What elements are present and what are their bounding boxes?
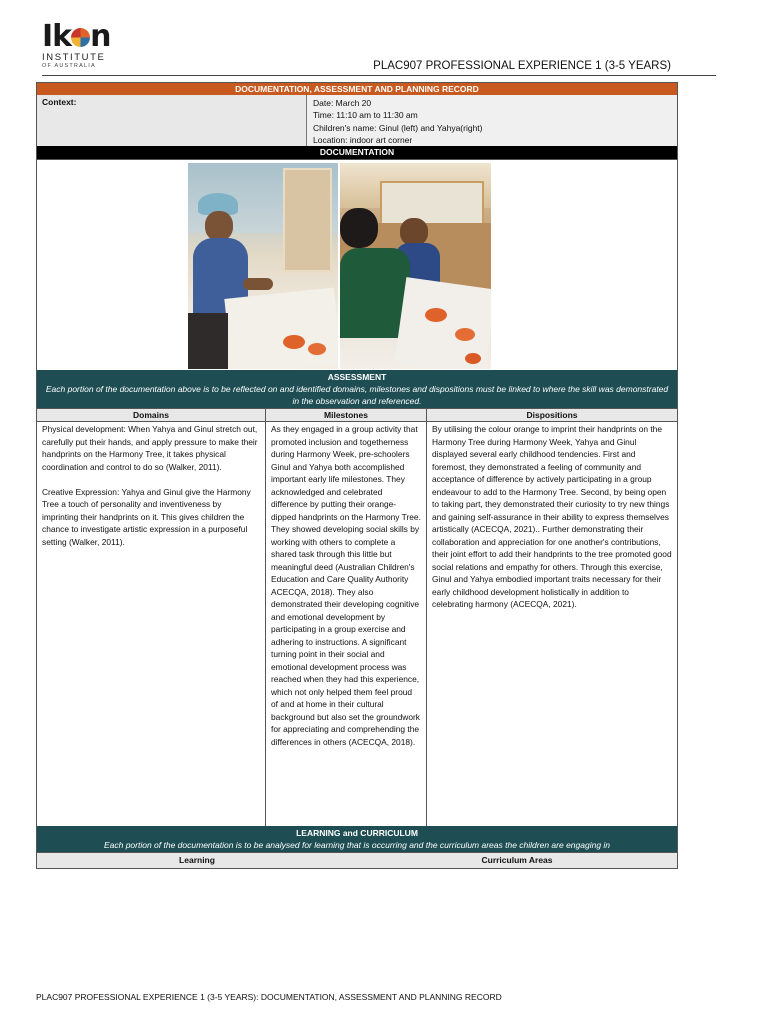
dispositions-cell: By utilising the colour orange to imprint their handprints on the Harmony Tree during Harmony Week, Yahya and Ginul displayed several early childhood tendencies. First and foremost, they demonstrated a feeling of community and acceptance of difference by actively participating in a group endeavour to add to the Harmony Tree. Second, by being open to taking part, they demonstrated their curiosity to try new things and gaining self-assurance in their ability to express themselves artistically (ACECQA, 2021).. Further demonstrating their collaboration and appreciation for one another's contributions, their joint effort to add their handprints to the tree promoted good social relations and empathy for others. Through this exercise, Ginul and Yahya embodied important traits necessary for their early childhood development holistically in addition to celebrating harmony (ACECQA, 2021). <box>432 424 672 609</box>
assessment-bar <box>37 370 677 408</box>
learning-bar <box>37 826 677 852</box>
learning-column-headers <box>37 852 677 868</box>
ikon-logo <box>42 19 122 70</box>
course-title: PLAC907 PROFESSIONAL EXPERIENCE 1 (3-5 YEARS) <box>373 60 671 72</box>
assessment-column-headers <box>37 408 677 421</box>
learning-instruction: Each portion of the documentation is to be analysed for learning that is occurring and the curriculum areas the children are engaging in <box>103 840 611 850</box>
domain-creative: Creative Expression: Yahya and Ginul give the Harmony Tree a touch of personality and inventiveness by imprinting their handprints on it. This gives children the chance to investigate artistic expression in a purposeful setting (Walker, 2011). <box>42 486 251 547</box>
documentation-photos <box>37 159 677 370</box>
header-divider <box>42 75 716 76</box>
logo-o-mark <box>71 28 90 47</box>
context-time: Time: 11:10 am to 11:30 am <box>313 110 418 121</box>
context-children: Children's name: Ginul (left) and Yahya(right) <box>313 122 483 133</box>
context-row <box>37 95 677 146</box>
column-header-learning: Learning <box>179 855 215 865</box>
logo-wordmark: Ik n <box>42 19 111 54</box>
photo-yahya-handprint <box>340 163 491 369</box>
assessment-body <box>37 421 677 826</box>
milestones-cell: As they engaged in a group activity that promoted inclusion and togetherness during Harmony Week, pre-schoolers Ginul and Yahya both accomplished important early life milestones. They acknowledged and celebrated difference by putting their orange-dipped handprints on the Harmony Tree. They showed developing social skills by working with others to complete a shared task through this little but meaningful deed (Australian Children's Education and Care Quality Authority ACECQA, 2018). They also demonstrated their developing cognitive and emotional development by participating in a group exercise and adhering to instructions. A significant turning point in their social and emotional development process was reached when they had this experience, which not only helped them feel proud of and at home in their cultural background but also set the groundwork for appreciating and comprehending the differences in others (ACECQA, 2018). <box>266 422 427 826</box>
column-header-dispositions: Dispositions <box>526 410 578 420</box>
documentation-heading: DOCUMENTATION <box>37 146 677 159</box>
domain-physical: Physical development: When Yahya and Ginul stretch out, carefully put their hands, and apply pressure to make their handprints on the Harmony Tree, it takes physical coordination and control to do so (Walker, 2011). <box>42 424 258 472</box>
logo-institute: INSTITUTE <box>42 52 106 63</box>
record-title: DOCUMENTATION, ASSESSMENT AND PLANNING RECORD <box>37 83 677 95</box>
assessment-instruction: Each portion of the documentation above is to be reflected on and identified domains, milestones and dispositions must be linked to where the skill was demonstrated in the observation and referenced. <box>45 384 669 406</box>
assessment-heading: ASSESSMENT <box>327 372 387 382</box>
column-header-curriculum: Curriculum Areas <box>481 855 553 865</box>
record-table <box>36 82 678 869</box>
column-header-milestones: Milestones <box>266 409 427 421</box>
logo-country: OF AUSTRALIA <box>42 63 96 69</box>
context-date: Date: March 20 <box>313 98 372 108</box>
context-details <box>307 95 677 146</box>
column-header-domains: Domains <box>37 409 266 421</box>
photo-ginul-handprint <box>188 163 338 369</box>
domains-cell <box>37 422 266 826</box>
context-label: Context: <box>37 95 307 146</box>
context-location: Location: indoor art corner <box>313 135 413 146</box>
learning-heading: LEARNING and CURRICULUM <box>296 828 418 838</box>
page-footer: PLAC907 PROFESSIONAL EXPERIENCE 1 (3-5 YEARS): DOCUMENTATION, ASSESSMENT AND PLANNING RECORD <box>36 992 502 1002</box>
